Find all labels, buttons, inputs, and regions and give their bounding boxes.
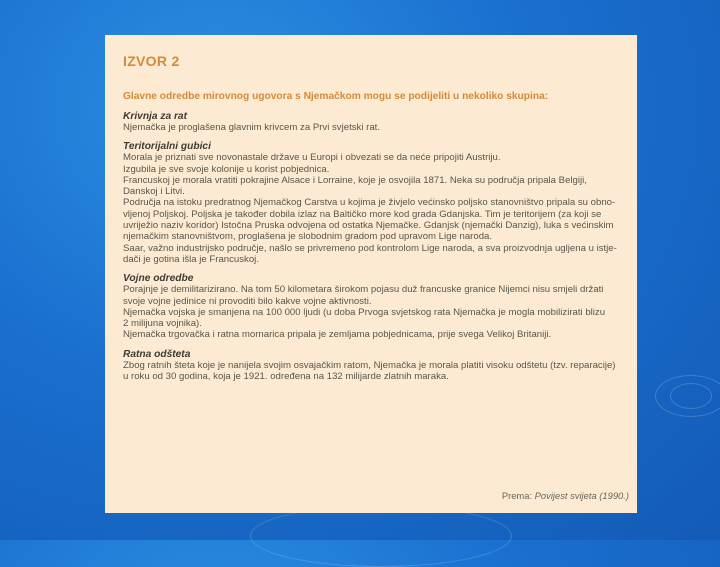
source-title: IZVOR 2 xyxy=(123,53,180,69)
section xyxy=(123,273,625,340)
source-prefix: Prema: xyxy=(501,490,535,501)
section-line: Morala je priznati sve novonastale države u Europi i obvezati se da neće pripojiti Austriju. xyxy=(123,152,501,164)
section-line: Danskoj i Litvi. xyxy=(123,186,185,198)
section-line: u roku od 30 godina, koja je 1921. određena na 132 milijarde zlatnih maraka. xyxy=(123,371,449,383)
background-ripple xyxy=(250,505,512,567)
section-heading: Vojne odredbe xyxy=(123,273,194,285)
section xyxy=(123,111,625,133)
section-line: Njemačka je proglašena glavnim krivcem za Prvi svjetski rat. xyxy=(123,122,380,133)
source-book-title: Povijest svijeta (1990.) xyxy=(534,490,629,501)
section-line: Njemačka trgovačka i ratna mornarica pripala je zemljama pobjednicama, prije svega Velikoj Britaniji. xyxy=(123,329,552,341)
section xyxy=(123,349,625,383)
section-line: Područja na istoku predratnog Njemačkog Carstva u kojima je živjelo većinsko poljsko stanovništvo pripala su obno- xyxy=(123,197,616,209)
section-line: svoje vojne jedinice ni provoditi bilo kakve vojne aktivnosti. xyxy=(123,295,372,307)
section-line: 2 milijuna vojnika). xyxy=(123,318,202,330)
section-heading: Krivnja za rat xyxy=(123,111,187,122)
background-ripple xyxy=(670,383,712,409)
section-heading: Teritorijalni gubici xyxy=(123,141,211,153)
section xyxy=(123,141,625,265)
section-line: Zbog ratnih šteta koje je nanijela svojim osvajačkim ratom, Njemačka je morala platiti visoku odštetu (tzv. reparacije) xyxy=(123,359,616,371)
section-line: uvriježio naziv koridor) Istočna Pruska odvojena od ostatka Njemačke. Gdanjsk (njemački Danzig), luka s većinskim xyxy=(123,220,614,232)
section-line: Porajnje je demilitarizirano. Na tom 50 kilometara širokom pojasu duž francuske granice Nijemci nisu smjeli držati xyxy=(123,284,604,296)
section-line: dači je gotina išla je Francuskoj. xyxy=(123,253,259,265)
section-line: Saar, važno industrijsko područje, našlo se privremeno pod kontrolom Lige naroda, a sva proizvodnja ugljena u istje- xyxy=(123,242,617,254)
section-line: Izgubila je sve svoje kolonije u korist pobjednica. xyxy=(123,163,330,175)
source-card xyxy=(105,35,637,513)
section-line: Njemačka vojska je smanjena na 100 000 ljudi (u doba Prvoga svjetskog rata Njemačka je mogla mobilizirati blizu xyxy=(123,306,606,318)
source-citation xyxy=(502,490,629,501)
section-heading: Ratna odšteta xyxy=(123,348,191,360)
sections-container xyxy=(123,111,625,382)
section-line: njemačkim stanovništvom, proglašena je slobodnim gradom pod upravom Lige naroda. xyxy=(123,231,493,243)
section-line: vljenoj Poljskoj. Poljska je također dobila izlaz na Baltičko more kod grada Gdanjska. Tim je teritorijem (za koji se xyxy=(123,208,602,220)
section-line: Francuskoj je morala vratiti pokrajine Alsace i Lorraine, koje je osvojila 1871. Neka su područja pripala Belgiji, xyxy=(123,174,587,186)
intro-text: Glavne odredbe mirovnog ugovora s Njemačkom mogu se podijeliti u nekoliko skupina: xyxy=(123,91,549,102)
